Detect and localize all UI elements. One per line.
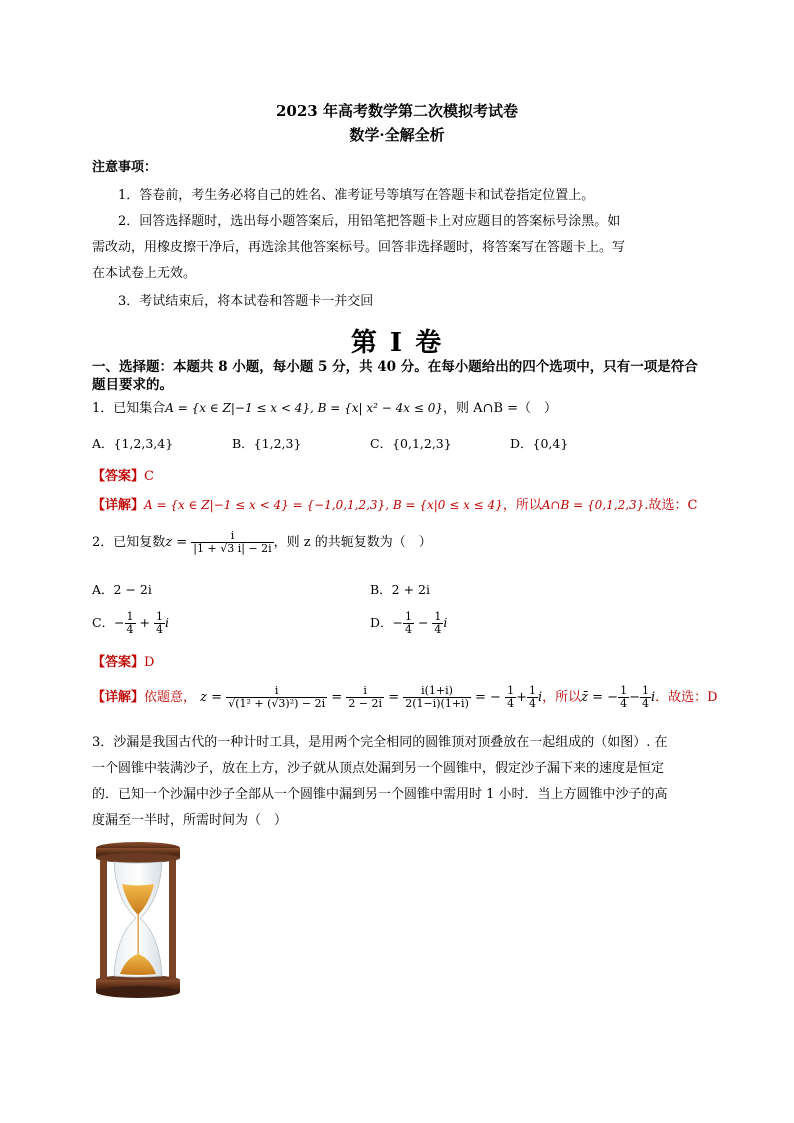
q1-stem: [92, 400, 708, 417]
frac-num: 1: [507, 684, 515, 697]
q2-stem: [92, 524, 708, 562]
q1-option-a: A．{1,2,3,4}: [92, 436, 174, 451]
q1-detail: [92, 494, 697, 513]
frac-den: 4: [434, 623, 442, 636]
frac-den: 2(1−i)(1+i): [405, 697, 469, 710]
q2-detail-i2: i: [650, 690, 656, 705]
q2-detail-lead: 依题意，: [144, 690, 197, 705]
q2-detail-mid: ，所以: [542, 690, 582, 705]
q2-detail-eq2: =: [388, 690, 400, 705]
q1-option-b: B．{1,2,3}: [232, 436, 302, 451]
q2-option-d-frac2: [432, 611, 443, 636]
frac-num: 1: [641, 684, 649, 697]
q2-option-d-frac1: [403, 611, 414, 636]
q2-detail-tag: 【详解】: [92, 690, 145, 705]
q1-option-c: C．{0,1,2,3}: [370, 436, 452, 451]
q1-detail-end: .故选：C: [644, 498, 698, 513]
q1-answer: [92, 465, 154, 484]
frac-den: 4: [620, 697, 628, 710]
q3-stem: [92, 730, 712, 834]
q2-detail-frac2: [346, 685, 384, 710]
frac-num: 1: [126, 610, 134, 623]
notice-item-2-line3: 在本试卷上无效。: [92, 266, 197, 281]
q2-detail-frac4: [505, 685, 516, 710]
q2-detail-frac6: [618, 685, 629, 710]
q2-fraction: [191, 530, 273, 555]
frac-den: 4: [405, 623, 412, 636]
q1-stem-suffix: ，则 A∩B =（ ）: [443, 401, 558, 416]
q2-option-d: D．− $\frac{1}{4}$ − $\frac{1}{4}$ i: [370, 610, 448, 636]
q2-detail-end: ．故选：D: [655, 690, 718, 705]
frac-num: i(1+i): [403, 685, 471, 698]
frac-den: 4: [126, 623, 134, 636]
q2-option-c: C．− $\frac{1}{4}$ + $\frac{1}{4}$ i: [92, 610, 169, 636]
frac-num: i: [346, 685, 384, 698]
q3-line1: 3．沙漏是我国古代的一种计时工具，是用两个完全相同的圆锥顶对顶叠放在一起组成的（如图）. 在: [92, 735, 668, 750]
q2-detail-z: z =: [200, 690, 223, 705]
q2-answer: [92, 651, 154, 670]
q2-detail-frac1: [226, 685, 327, 710]
q1-detail-math2: A∩B = {0,1,2,3}: [541, 498, 645, 512]
frac-den: 4: [641, 697, 649, 710]
q2-detail-plus: +: [516, 690, 527, 705]
q2-fraction-num: i: [191, 530, 273, 543]
frac-num: i: [226, 685, 327, 698]
notice-heading: 注意事项：: [92, 160, 158, 175]
q2-option-d-i: i: [443, 615, 448, 630]
q2-detail-frac5: [527, 685, 538, 710]
exam-title: 2023 年高考数学第二次模拟考试卷: [276, 102, 518, 120]
q1-stem-prefix: 1．已知集合: [92, 401, 166, 416]
q2-option-c-prefix: C．−: [92, 615, 125, 630]
q2-detail-minus: −: [629, 690, 640, 705]
section-heading-line2: 题目要求的。: [92, 377, 173, 393]
q2-option-c-frac2: [154, 611, 165, 636]
volume-heading: 第 I 卷: [350, 328, 444, 358]
q1-option-d: D．{0,4}: [510, 436, 569, 451]
q3-line2: 一个圆锥中装满沙子，放在上方，沙子就从顶点处漏到另一个圆锥中，假定沙子漏下来的速度是恒定: [92, 761, 665, 776]
q2-var-z: z =: [165, 535, 188, 550]
q2-detail-i: i: [537, 690, 543, 705]
exam-subtitle: 数学·全解全析: [349, 126, 445, 144]
q2-detail-frac7: [640, 685, 651, 710]
q2-answer-value: D: [144, 655, 155, 670]
frac-num: 1: [528, 684, 536, 697]
q2-detail: [92, 678, 718, 718]
q1-detail-mid: ，所以: [502, 498, 542, 513]
q2-detail-frac3: [403, 685, 471, 710]
frac-num: 1: [620, 684, 628, 697]
frac-den: 4: [507, 697, 515, 710]
q2-option-c-frac1: [125, 611, 136, 636]
q2-detail-eq3: = −: [475, 690, 501, 705]
frac-den: 4: [528, 697, 536, 710]
section-heading-line1: 一、选择题：本题共 8 小题，每小题 5 分，共 40 分。在每小题给出的四个选项中，只有一项是符合: [92, 359, 698, 375]
q3-line3: 的．已知一个沙漏中沙子全部从一个圆锥中漏到另一个圆锥中需用时 1 小时．当上方圆锥中沙子的高: [92, 787, 668, 802]
frac-den: 4: [155, 623, 163, 636]
q1-answer-tag: 【答案】: [92, 469, 145, 484]
q2-answer-tag: 【答案】: [92, 655, 145, 670]
frac-num: 1: [405, 610, 412, 623]
q2-option-c-i: i: [164, 615, 169, 630]
notice-item-2-line2: 需改动，用橡皮擦干净后，再选涂其他答案标号。回答非选择题时，将答案写在答题卡上。写: [92, 240, 626, 255]
frac-den: 2 − 2i: [348, 697, 383, 710]
frac-num: 1: [155, 610, 163, 623]
notice-item-1: 1．答卷前，考生务必将自己的姓名、准考证号等填写在答题卡和试卷指定位置上。: [118, 188, 595, 203]
hourglass-image: [92, 840, 184, 998]
q2-fraction-den: |1 + √3 i| − 2i: [193, 542, 272, 555]
q2-option-a: A．2 − 2i: [92, 582, 152, 597]
q2-option-b: B．2 + 2i: [370, 582, 431, 597]
q2-stem-prefix: 2．已知复数: [92, 535, 166, 550]
notice-item-3: 3．考试结束后，将本试卷和答题卡一并交回: [118, 294, 374, 309]
section-heading: [92, 358, 712, 394]
q1-detail-math: A = {x ∈ Z|−1 ≤ x < 4} = {−1,0,1,2,3}, B = {x|0 ≤ x ≤ 4}: [144, 498, 503, 512]
frac-den: √(1² + (√3)²) − 2i: [228, 697, 326, 710]
q3-line4: 度漏至一半时，所需时间为（ ）: [92, 813, 288, 828]
q1-stem-sets: A = {x ∈ Z|−1 ≤ x < 4}, B = {x| x² − 4x ≤ 0}: [165, 401, 444, 415]
notice-item-2-line1: 2．回答选择题时，选出每小题答案后，用铅笔把答题卡上对应题目的答案标号涂黑。如: [118, 214, 621, 229]
q2-stem-suffix: ，则 z 的共轭复数为（ ）: [273, 535, 432, 550]
frac-num: 1: [434, 610, 442, 623]
q2-detail-eq1: =: [331, 690, 343, 705]
q2-option-d-prefix: D．−: [370, 615, 403, 630]
q1-answer-value: C: [144, 469, 154, 484]
q2-detail-zbar: z̄ = −: [581, 690, 619, 705]
q1-detail-tag: 【详解】: [92, 498, 145, 513]
